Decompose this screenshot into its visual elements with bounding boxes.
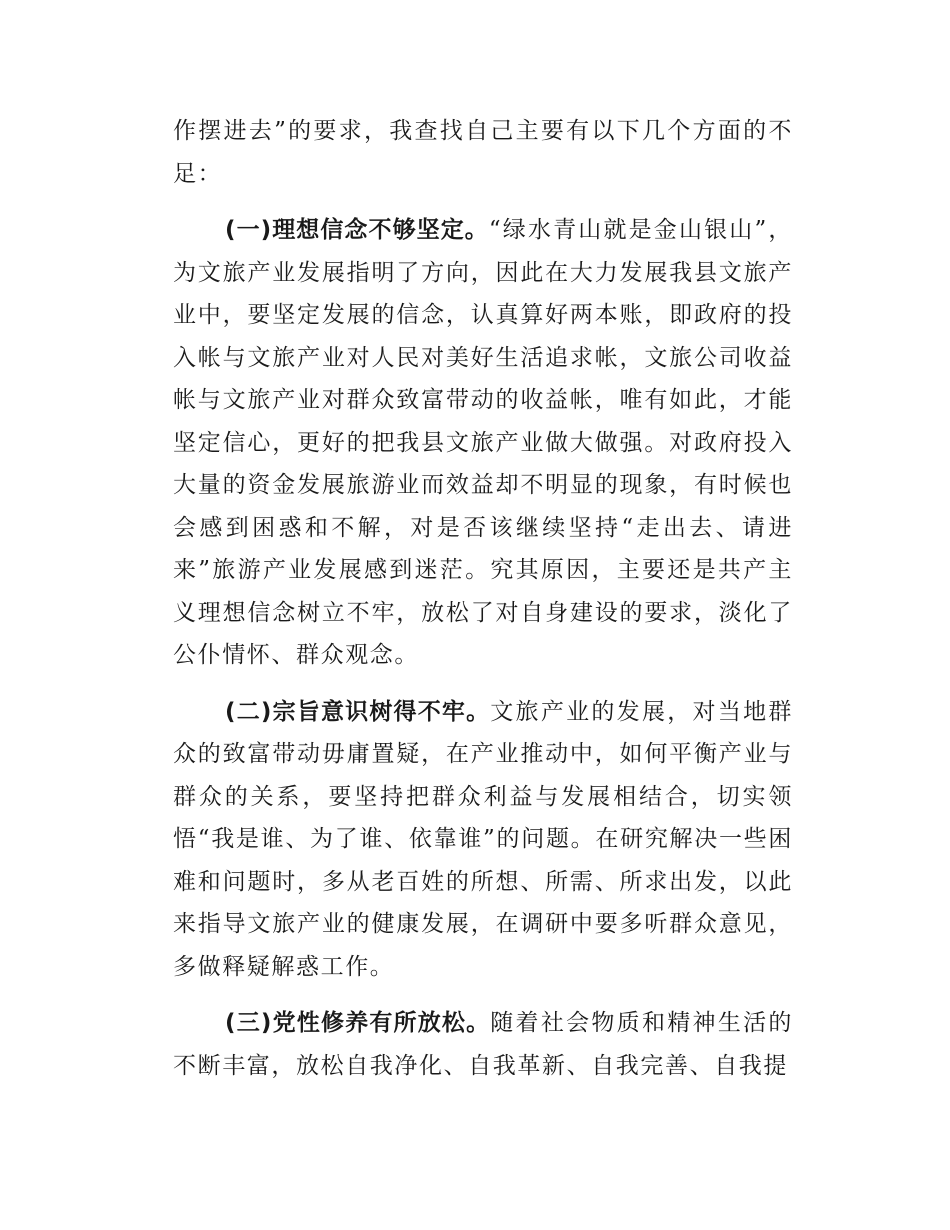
- section-1-heading: (一)理想信念不够坚定。: [225, 217, 489, 243]
- section-2-body: 文旅产业的发展，对当地群众的致富带动毋庸置疑，在产业推动中，如何平衡产业与群众的关系，要坚持把群众利益与发展相结合，切实领悟“我是谁、为了谁、依靠谁”的问题。在研究解决一些困难和问题时，多从老百姓的所想、所需、所求出发，以此来指导文旅产业的健康发展，在调研中要多听群众意见，多做释疑解惑工作。: [173, 698, 793, 980]
- section-3-paragraph: [173, 1002, 793, 1087]
- section-1-body: “绿水青山就是金山银山”，为文旅产业发展指明了方向，因此在大力发展我县文旅产业中，要坚定发展的信念，认真算好两本账，即政府的投入帐与文旅产业对人民对美好生活追求帐，文旅公司收益帐与文旅产业对群众致富带动的收益帐，唯有如此，才能坚定信心，更好的把我县文旅产业做大做强。对政府投入大量的资金发展旅游业而效益却不明显的现象，有时候也会感到困惑和不解，对是否该继续坚持“走出去、请进来”旅游产业发展感到迷茫。究其原因，主要还是共产主义理想信念树立不牢，放松了对自身建设的要求，淡化了公仆情怀、群众观念。: [173, 217, 793, 668]
- section-3-body: 随着社会物质和精神生活的不断丰富，放松自我净化、自我革新、自我完善、自我提: [173, 1010, 793, 1079]
- section-1-paragraph: [173, 209, 793, 677]
- section-3-heading: (三)党性修养有所放松。: [225, 1010, 491, 1036]
- section-2-paragraph: [173, 691, 793, 989]
- intro-text: 作摆进去”的要求，我查找自己主要有以下几个方面的不足：: [173, 118, 793, 187]
- document-body: [173, 110, 793, 1101]
- section-2-heading: (二)宗旨意识树得不牢。: [225, 698, 491, 725]
- intro-paragraph: [173, 110, 793, 195]
